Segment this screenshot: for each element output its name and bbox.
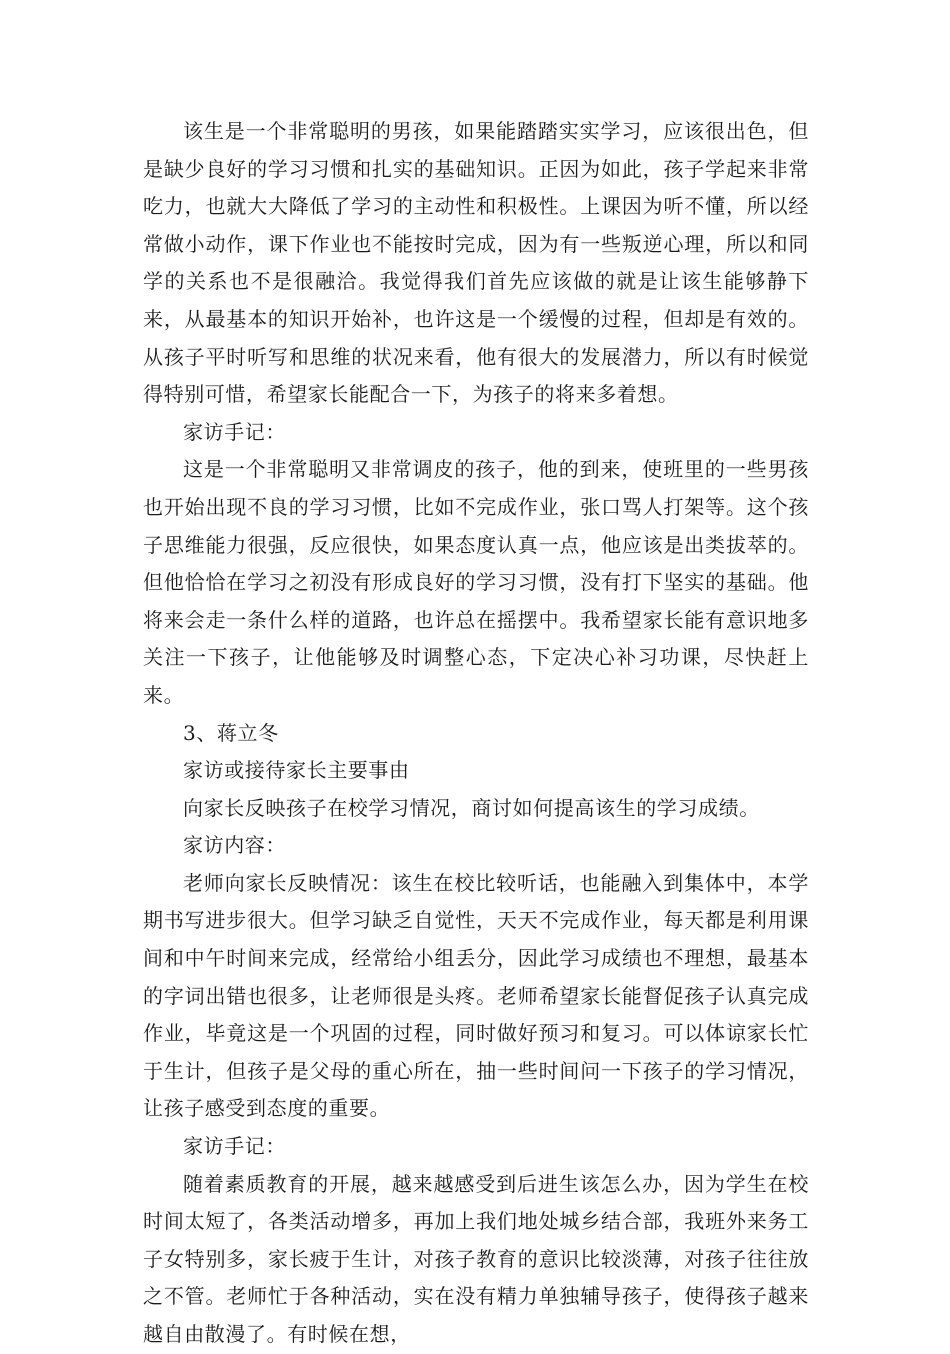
heading-home-visit-notes: 家访手记： [183, 419, 286, 444]
heading-home-visit-notes-2: 家访手记： [183, 1134, 286, 1159]
paragraph-home-visit-notes-2: 随着素质教育的开展，越来越感受到后进生该怎么办，因为学生在校时间太短了，各类活动增多，再加上我们地处城乡结合部，我班外来务工子女特别多，家长疲于生计，对孩子教育的意识比较淡薄，对孩子往往放之不管。老师忙于各种活动，实在没有精力单独辅导孩子，使得孩子越来越自由散漫了。有时候在想， [143, 1171, 809, 1346]
heading-student-name: 3、蒋立冬 [183, 720, 279, 745]
text-visit-reason: 向家长反映孩子在校学习情况，商讨如何提高该生的学习成绩。 [183, 795, 760, 820]
paragraph-visit-content: 老师向家长反映情况：该生在校比较听话，也能融入到集体中，本学期书写进步很大。但学习缺乏自觉性，天天不完成作业，每天都是利用课间和中午时间来完成，经常给小组丢分，因此学习成绩也不理想，最基本的字词出错也很多，让老师很是头疼。老师希望家长能督促孩子认真完成作业，毕竟这是一个巩固的过程，同时做好预习和复习。可以体谅家长忙于生计，但孩子是父母的重心所在，抽一些时间问一下孩子的学习情况，让孩子感受到态度的重要。 [143, 870, 809, 1121]
heading-visit-content: 家访内容： [183, 833, 286, 858]
paragraph-home-visit-notes: 这是一个非常聪明又非常调皮的孩子，他的到来，使班里的一些男孩也开始出现不良的学习习惯，比如不完成作业，张口骂人打架等。这个孩子思维能力很强，反应很快，如果态度认真一点，他应该是出类拔萃的。但他恰恰在学习之初没有形成良好的学习习惯，没有打下坚实的基础。他将来会走一条什么样的道路，也许总在摇摆中。我希望家长能有意识地多关注一下孩子，让他能够及时调整心态，下定决心补习功课，尽快赶上来。 [143, 457, 809, 707]
heading-visit-reason: 家访或接待家长主要事由 [183, 758, 410, 783]
paragraph-student-assessment: 该生是一个非常聪明的男孩，如果能踏踏实实学习，应该很出色，但是缺少良好的学习习惯和扎实的基础知识。正因为如此，孩子学起来非常吃力，也就大大降低了学习的主动性和积极性。上课因为听不懂，所以经常做小动作，课下作业也不能按时完成，因为有一些叛逆心理，所以和同学的关系也不是很融洽。我觉得我们首先应该做的就是让该生能够静下来，从最基本的知识开始补，也许这是一个缓慢的过程，但却是有效的。从孩子平时听写和思维的状况来看，他有很大的发展潜力，所以有时候觉得特别可惜，希望家长能配合一下，为孩子的将来多着想。 [143, 119, 809, 407]
document-body [143, 113, 809, 1354]
